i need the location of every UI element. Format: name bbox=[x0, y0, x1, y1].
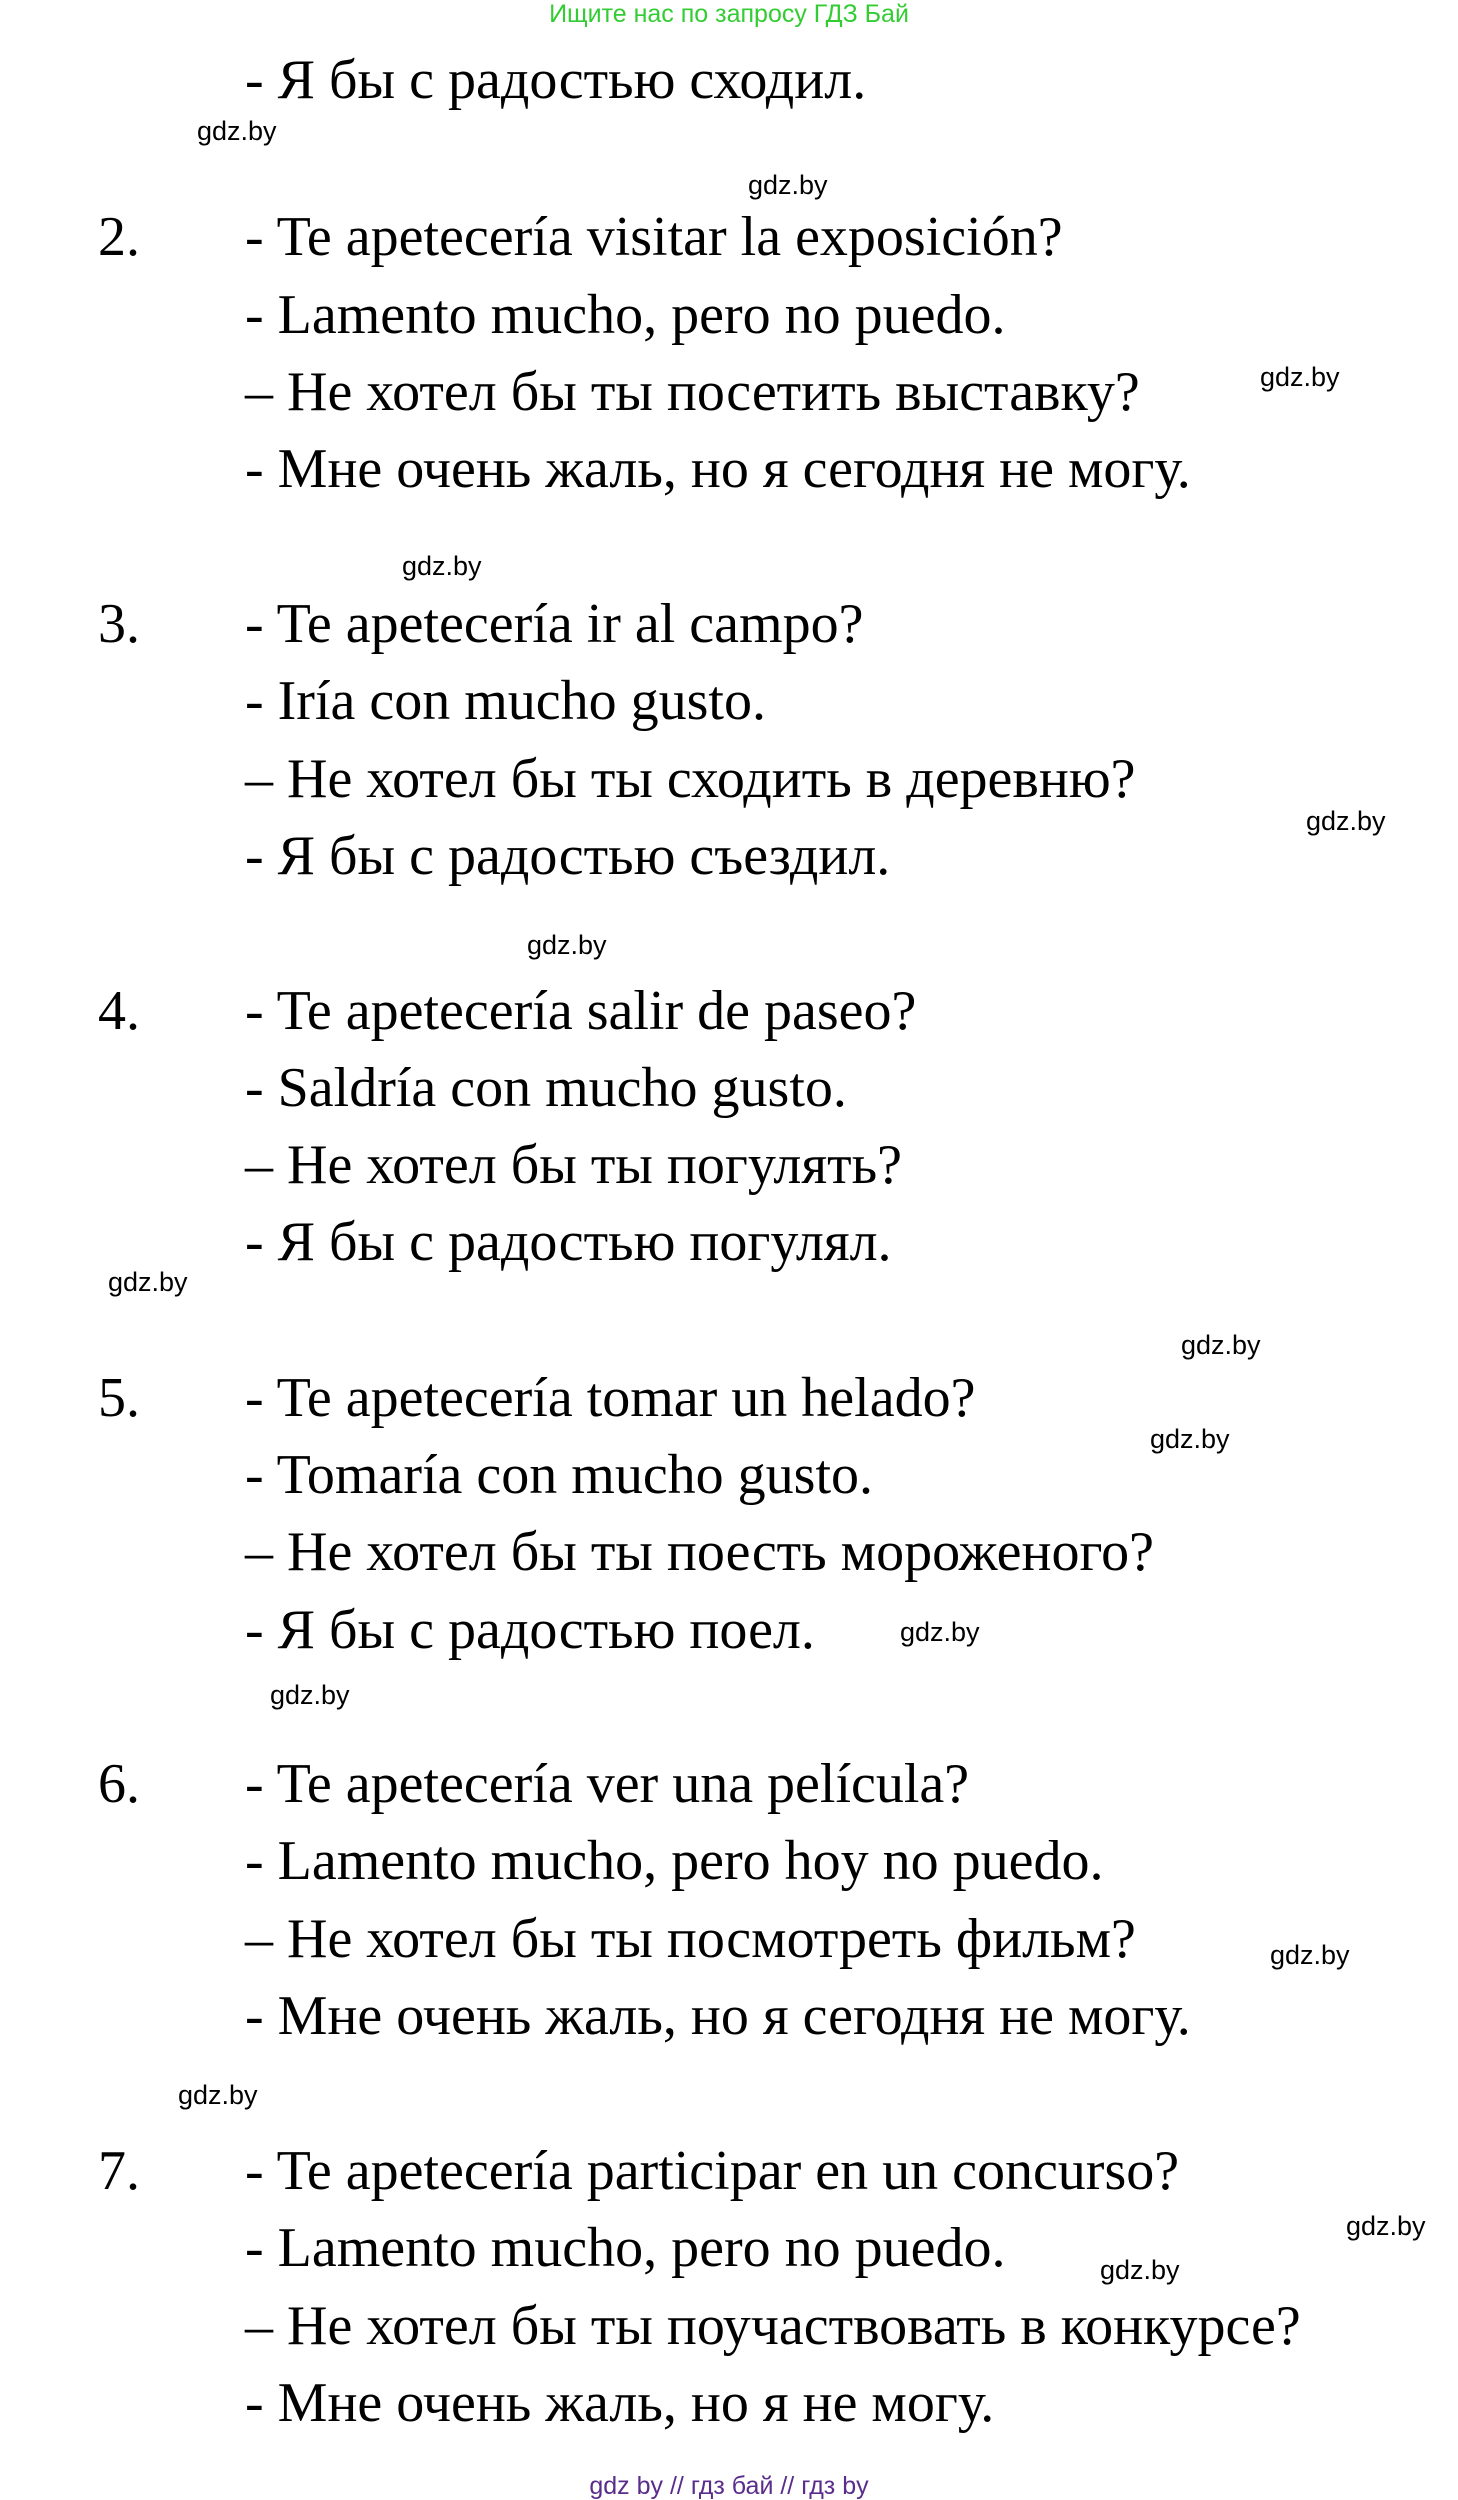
watermark: gdz.by bbox=[1346, 2211, 1426, 2241]
spanish-answer: - Lamento mucho, pero no puedo. bbox=[245, 284, 1006, 346]
watermark: gdz.by bbox=[1270, 1940, 1350, 1970]
russian-answer: - Мне очень жаль, но я не могу. bbox=[245, 2372, 995, 2434]
spanish-question: - Te apetecería salir de paseo? bbox=[245, 980, 917, 1042]
watermark: gdz.by bbox=[527, 930, 607, 960]
watermark: gdz.by bbox=[1260, 362, 1340, 392]
spanish-answer: - Saldría con mucho gusto. bbox=[245, 1057, 847, 1119]
watermark: gdz.by bbox=[270, 1680, 350, 1710]
watermark: gdz.by bbox=[748, 170, 828, 200]
spanish-answer: - Tomaría con mucho gusto. bbox=[245, 1444, 874, 1506]
spanish-answer: - Lamento mucho, pero no puedo. bbox=[245, 2217, 1006, 2279]
watermark: gdz.by bbox=[402, 551, 482, 581]
watermark: gdz.by bbox=[1306, 806, 1386, 836]
watermark: gdz.by bbox=[178, 2080, 258, 2110]
spanish-question: - Te apetecería tomar un helado? bbox=[245, 1367, 976, 1429]
spanish-question: - Te apetecería participar en un concurso? bbox=[245, 2140, 1180, 2202]
intro-line: - Я бы с радостью сходил. bbox=[245, 49, 867, 111]
watermark: gdz.by bbox=[1181, 1330, 1261, 1360]
spanish-answer: - Iría con mucho gusto. bbox=[245, 670, 766, 732]
russian-question: – Не хотел бы ты посмотреть фильм? bbox=[245, 1908, 1136, 1970]
russian-answer: - Мне очень жаль, но я сегодня не могу. bbox=[245, 438, 1191, 500]
watermark: gdz.by bbox=[1150, 1424, 1230, 1454]
spanish-question: - Te apetecería ver una película? bbox=[245, 1753, 970, 1815]
russian-answer: - Мне очень жаль, но я сегодня не могу. bbox=[245, 1985, 1191, 2047]
spanish-answer: - Lamento mucho, pero hoy no puedo. bbox=[245, 1830, 1104, 1892]
watermark: gdz.by bbox=[108, 1267, 188, 1297]
item-number: 4. bbox=[98, 980, 140, 1042]
russian-answer: - Я бы с радостью поел. bbox=[245, 1599, 815, 1661]
footer-links: gdz by // гдз бай // гдз by bbox=[589, 2472, 869, 2500]
item-number: 2. bbox=[98, 206, 140, 268]
spanish-question: - Te apetecería visitar la exposición? bbox=[245, 206, 1063, 268]
watermark: gdz.by bbox=[900, 1617, 980, 1647]
russian-question: – Не хотел бы ты посетить выставку? bbox=[245, 361, 1140, 423]
item-number: 7. bbox=[98, 2140, 140, 2202]
russian-question: – Не хотел бы ты сходить в деревню? bbox=[245, 748, 1136, 810]
item-number: 5. bbox=[98, 1367, 140, 1429]
spanish-question: - Te apetecería ir al campo? bbox=[245, 593, 864, 655]
russian-question: – Не хотел бы ты погулять? bbox=[245, 1134, 902, 1196]
item-number: 6. bbox=[98, 1753, 140, 1815]
watermark: gdz.by bbox=[1100, 2255, 1180, 2285]
watermark: gdz.by bbox=[197, 116, 277, 146]
russian-answer: - Я бы с радостью съездил. bbox=[245, 825, 891, 887]
item-number: 3. bbox=[98, 593, 140, 655]
russian-answer: - Я бы с радостью погулял. bbox=[245, 1211, 892, 1273]
russian-question: – Не хотел бы ты поучаствовать в конкурсе? bbox=[245, 2295, 1301, 2357]
russian-question: – Не хотел бы ты поесть мороженого? bbox=[245, 1521, 1154, 1583]
search-banner: Ищите нас по запросу ГДЗ Бай bbox=[549, 0, 909, 28]
